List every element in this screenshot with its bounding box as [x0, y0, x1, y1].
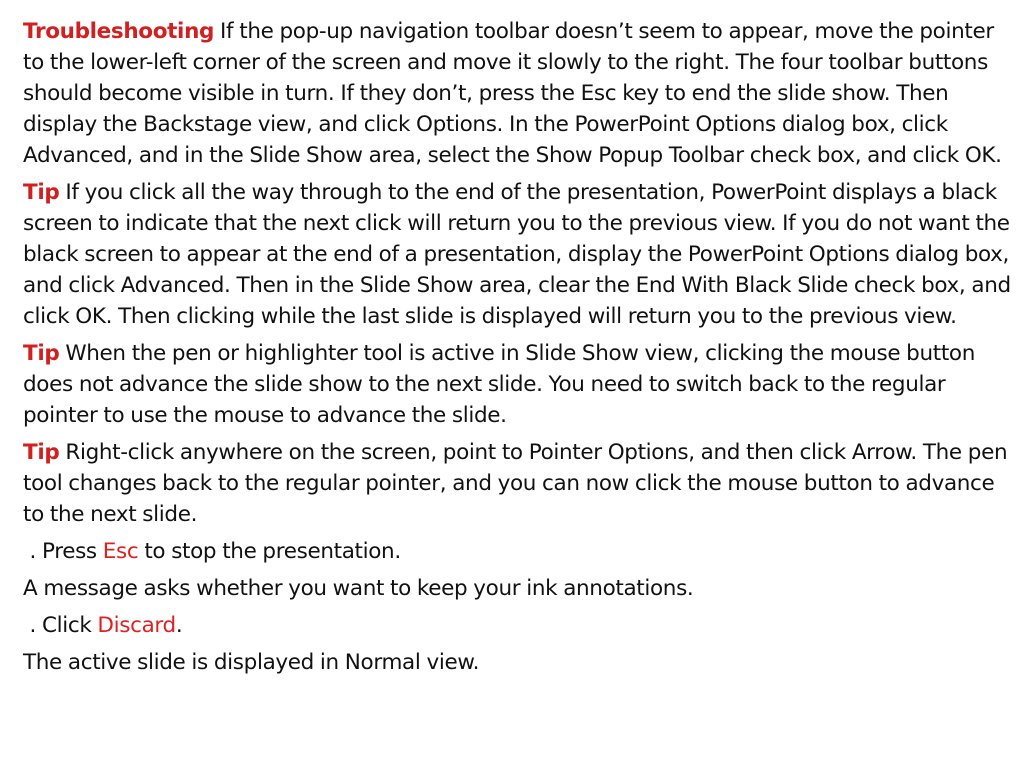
step-prefix: . Click: [23, 613, 98, 638]
tip-label: Tip: [23, 440, 60, 465]
tip-paragraph-2: [23, 338, 1015, 431]
tip-paragraph-1: [23, 177, 1015, 332]
discard-text: Discard: [97, 613, 176, 638]
tip-paragraph-3: [23, 437, 1015, 530]
step-click-discard: [23, 610, 1015, 641]
step-text: The active slide is displayed in Normal view.: [23, 650, 480, 675]
esc-key-text: Esc: [102, 539, 139, 564]
paragraph-text: If you click all the way through to the end of the presentation, PowerPoint displays a black screen to indicate that the next click will return you to the previous view. If you do not want the black screen to appear at the end of a presentation, display the PowerPoint Options dialog box, and click Advanced. Then in the Slide Show area, clear the End With Black Slide check box, and click OK. Then clicking while the last slide is displayed will return you to the previous view.: [23, 180, 1011, 329]
step-result: [23, 647, 1015, 678]
tip-label: Tip: [23, 341, 60, 366]
paragraph-text: When the pen or highlighter tool is active in Slide Show view, clicking the mouse button does not advance the slide show to the next slide. You need to switch back to the regular pointer to use the mouse to advance the slide.: [23, 341, 975, 428]
step-prefix: . Press: [23, 539, 103, 564]
paragraph-text: Right-click anywhere on the screen, point to Pointer Options, and then click Arrow. The pen tool changes back to the regular pointer, and you can now click the mouse button to advance to the next slide.: [23, 440, 1008, 527]
step-press-esc: [23, 536, 1015, 567]
troubleshooting-paragraph: [23, 16, 1015, 171]
step-suffix: .: [175, 613, 183, 638]
troubleshooting-label: Troubleshooting: [23, 19, 215, 44]
paragraph-text: If the pop-up navigation toolbar doesn’t seem to appear, move the pointer to the lower-left corner of the screen and move it slowly to the right. The four toolbar buttons should become visible in turn. If they don’t, press the Esc key to end the slide show. Then display the Backstage view, and click Options. In the PowerPoint Options dialog box, click Advanced, and in the Slide Show area, select the Show Popup Toolbar check box, and click OK.: [23, 19, 1002, 168]
tip-label: Tip: [23, 180, 60, 205]
step-suffix: to stop the presentation.: [138, 539, 401, 564]
step-message: [23, 573, 1015, 604]
step-text: A message asks whether you want to keep your ink annotations.: [23, 576, 694, 601]
slide-body: [23, 16, 1015, 684]
